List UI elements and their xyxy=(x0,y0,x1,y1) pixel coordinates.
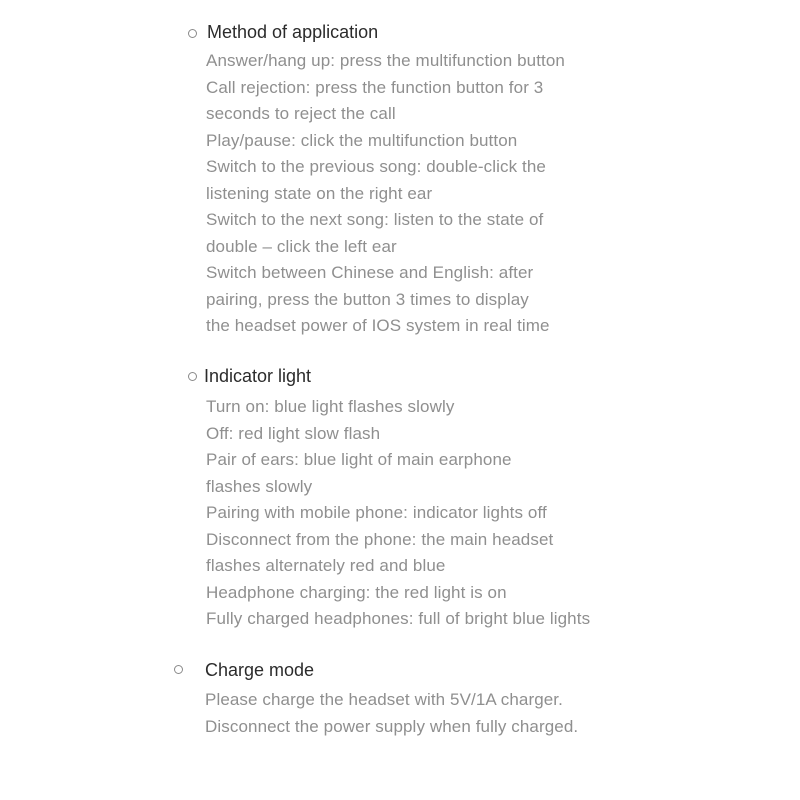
circle-bullet-icon xyxy=(174,665,183,674)
section-body xyxy=(205,687,578,740)
section-body xyxy=(206,48,565,340)
body-line: pairing, press the button 3 times to display xyxy=(206,289,529,309)
body-line: Pairing with mobile phone: indicator lights off xyxy=(206,503,547,522)
body-line: Switch between Chinese and English: after xyxy=(206,263,534,282)
section-heading: Charge mode xyxy=(205,660,315,680)
body-line: Off: red light slow flash xyxy=(206,423,381,443)
body-line: Please charge the headset with 5V/1A charger. xyxy=(205,690,563,709)
body-line: Answer/hang up: press the multifunction button xyxy=(206,51,565,70)
body-line: Turn on: blue light flashes slowly xyxy=(206,397,455,416)
body-line: Call rejection: press the function button for 3 xyxy=(206,77,544,97)
body-line: double – click the left ear xyxy=(206,236,397,256)
section-body xyxy=(206,394,590,633)
body-line: listening state on the right ear xyxy=(206,183,433,203)
body-line: Switch to the next song: listen to the state of xyxy=(206,210,544,229)
body-line: Headphone charging: the red light is on xyxy=(206,582,507,602)
body-line: seconds to reject the call xyxy=(206,104,396,123)
body-line: Disconnect from the phone: the main headset xyxy=(206,529,554,549)
body-line: Pair of ears: blue light of main earphone xyxy=(206,450,512,469)
body-line: the headset power of IOS system in real time xyxy=(206,316,550,335)
body-line: flashes alternately red and blue xyxy=(206,556,446,575)
section-heading: Indicator light xyxy=(204,366,312,386)
circle-bullet-icon xyxy=(188,29,197,38)
section-heading: Method of application xyxy=(207,22,379,42)
body-line: Switch to the previous song: double-click the xyxy=(206,157,546,176)
body-line: Fully charged headphones: full of bright blue lights xyxy=(206,609,591,628)
body-line: Play/pause: click the multifunction button xyxy=(206,130,518,150)
circle-bullet-icon xyxy=(188,372,197,381)
body-line: Disconnect the power supply when fully charged. xyxy=(205,716,579,736)
body-line: flashes slowly xyxy=(206,476,313,496)
